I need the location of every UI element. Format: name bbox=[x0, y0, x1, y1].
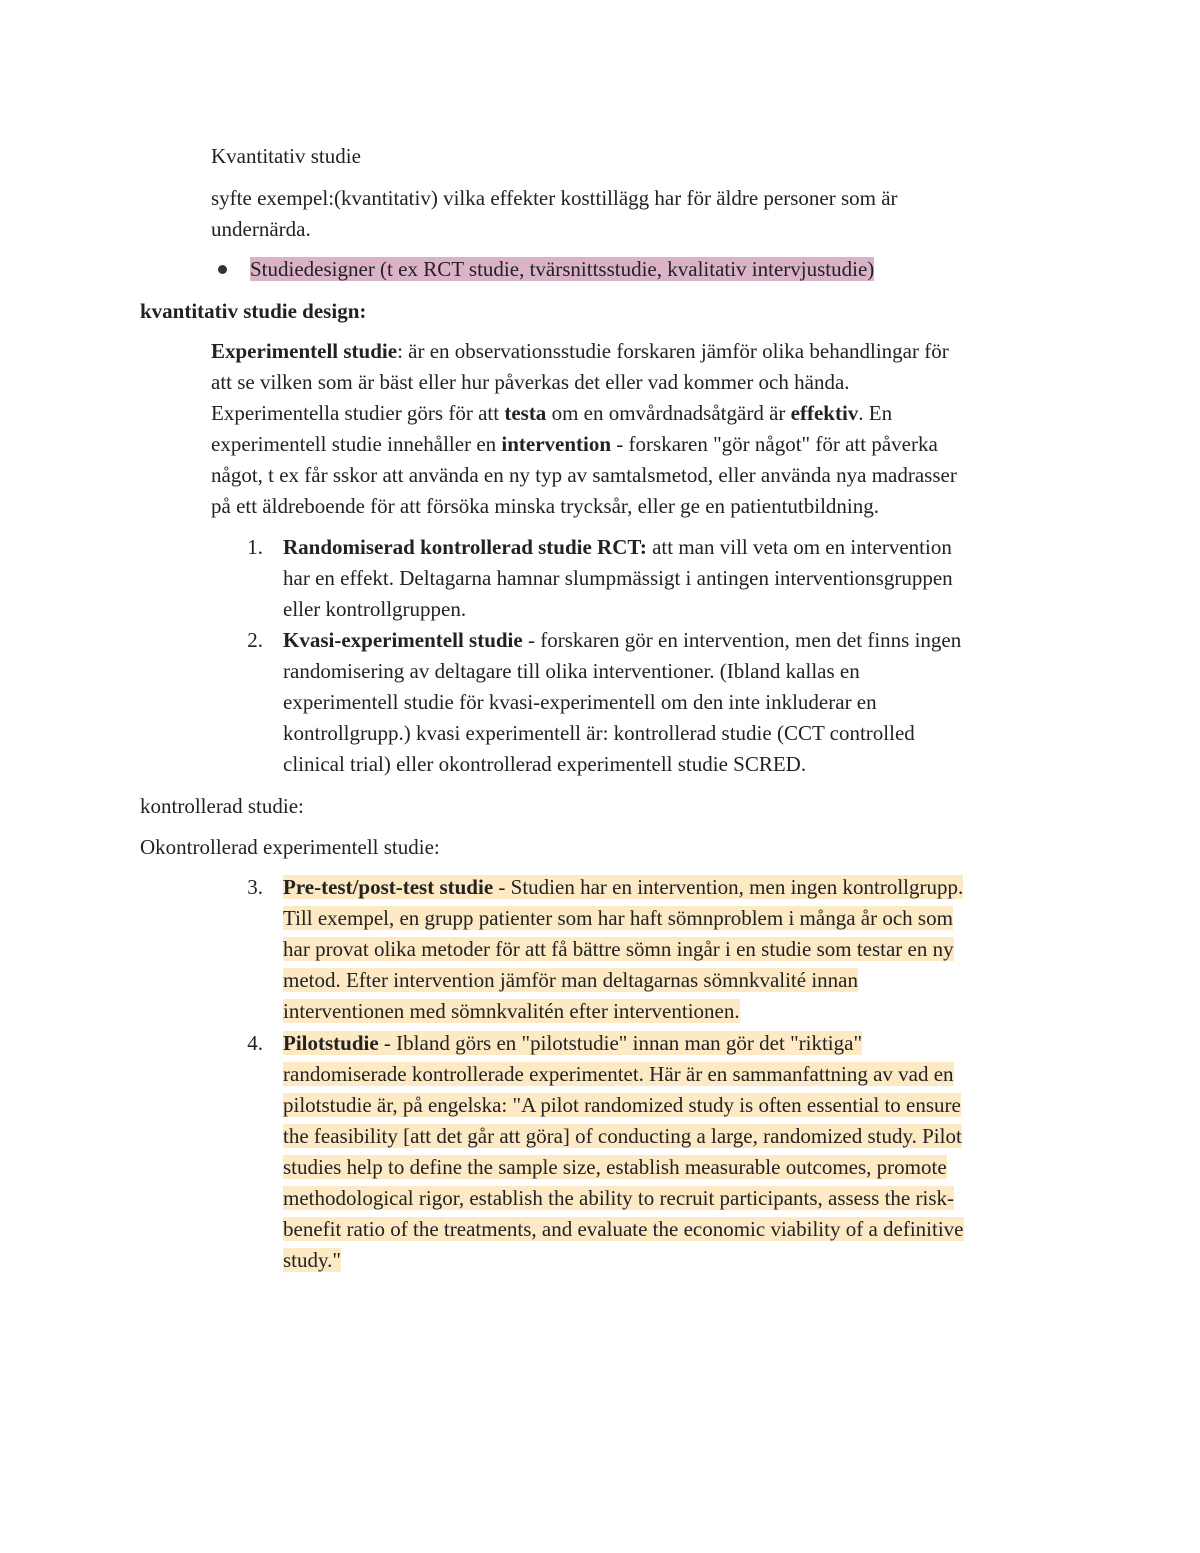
list-item-3-line-1 bbox=[283, 872, 963, 903]
bullet-item bbox=[250, 254, 874, 285]
experimentell-line-5: något, t ex får sskor att använda en ny typ av samtalsmetod, eller använda nya madrasser bbox=[211, 463, 957, 487]
emphasis-effektiv: effektiv bbox=[790, 401, 859, 425]
list-item-1-line-3: eller kontrollgruppen. bbox=[283, 597, 467, 621]
highlighted-text: study." bbox=[283, 1248, 341, 1272]
experimentell-line-2: att se vilken som är bäst eller hur påverkas det eller vad kommer och hända. bbox=[211, 370, 850, 394]
list-item-term: Randomiserad kontrollerad studie RCT: bbox=[283, 535, 647, 559]
highlighted-text bbox=[283, 875, 963, 899]
experimentell-text: - forskaren "gör något" för att påverka bbox=[611, 432, 938, 456]
list-item-4-line-7 bbox=[283, 1214, 964, 1245]
highlighted-text: pilotstudie är, på engelska: "A pilot randomized study is often essential to ensure bbox=[283, 1093, 961, 1117]
list-number: 3. bbox=[247, 875, 263, 899]
list-item-1-line-1 bbox=[283, 532, 952, 563]
bullet-item-text: Studiedesigner (t ex RCT studie, tvärsnittsstudie, kvalitativ intervjustudie) bbox=[250, 257, 875, 281]
highlighted-text: Till exempel, en grupp patienter som har haft sömnproblem i många år och som bbox=[283, 906, 953, 930]
experimentell-term: Experimentell studie bbox=[211, 339, 398, 363]
experimentell-line-1 bbox=[211, 336, 949, 367]
bullet-icon bbox=[218, 265, 227, 274]
list-item-term: Kvasi-experimentell studie bbox=[283, 628, 523, 652]
experimentell-text: Experimentella studier görs för att bbox=[211, 401, 505, 425]
uncontrolled-study-label: Okontrollerad experimentell studie: bbox=[140, 835, 440, 859]
highlighted-text: metod. Efter intervention jämför man deltagarnas sömnkvalité innan bbox=[283, 968, 858, 992]
list-number: 2. bbox=[247, 628, 263, 652]
highlighted-text: randomiserade kontrollerade experimentet. Här är en sammanfattning av vad en bbox=[283, 1062, 954, 1086]
list-item-2-line-3: experimentell studie för kvasi-experimentell om den inte inkluderar en bbox=[283, 690, 877, 714]
emphasis-intervention: intervention bbox=[501, 432, 612, 456]
highlighted-text bbox=[283, 1031, 862, 1055]
experimentell-text: . En bbox=[858, 401, 893, 425]
highlighted-text: interventionen med sömnkvalitén efter interventionen. bbox=[283, 999, 740, 1023]
list-item-3-line-4 bbox=[283, 965, 858, 996]
experimentell-line-3 bbox=[211, 398, 892, 429]
list-item-2-line-5: clinical trial) eller okontrollerad experimentell studie SCRED. bbox=[283, 752, 807, 776]
list-item-4-line-3 bbox=[283, 1090, 961, 1121]
purpose-line-1: syfte exempel:(kvantitativ) vilka effekter kosttillägg har för äldre personer som är bbox=[211, 186, 898, 210]
highlighted-text: methodological rigor, establish the ability to recruit participants, assess the risk- bbox=[283, 1186, 954, 1210]
experimentell-text: experimentell studie innehåller en bbox=[211, 432, 502, 456]
highlighted-text: studies help to define the sample size, establish measurable outcomes, promote bbox=[283, 1155, 947, 1179]
experimentell-line-6: på ett äldreboende för att försöka minska trycksår, eller ge en patientutbildning. bbox=[211, 494, 880, 518]
list-item-4-line-2 bbox=[283, 1059, 954, 1090]
list-item-4-line-4 bbox=[283, 1121, 962, 1152]
list-item-term: Pilotstudie bbox=[283, 1031, 379, 1055]
document-title: Kvantitativ studie bbox=[211, 144, 361, 168]
list-item-3-line-3 bbox=[283, 934, 954, 965]
list-item-3-line-2 bbox=[283, 903, 953, 934]
experimentell-text: : är en observationsstudie forskaren jämför olika behandlingar för bbox=[397, 339, 949, 363]
list-item-3-line-5 bbox=[283, 996, 740, 1027]
list-item-text: - forskaren gör en intervention, men det finns ingen bbox=[522, 628, 962, 652]
experimentell-line-4 bbox=[211, 429, 938, 460]
experimentell-text: om en omvårdnadsåtgärd är bbox=[546, 401, 791, 425]
highlighted-text: benefit ratio of the treatments, and evaluate the economic viability of a definitive bbox=[283, 1217, 964, 1241]
list-item-2-line-2: randomisering av deltagare till olika interventioner. (Ibland kallas en bbox=[283, 659, 860, 683]
controlled-study-label: kontrollerad studie: bbox=[140, 794, 304, 818]
list-item-4-line-6 bbox=[283, 1183, 954, 1214]
list-item-text: - Ibland görs en "pilotstudie" innan man gör det "riktiga" bbox=[378, 1031, 863, 1055]
list-item-2-line-4: kontrollgrupp.) kvasi experimentell är: kontrollerad studie (CCT controlled bbox=[283, 721, 915, 745]
list-item-4-line-1 bbox=[283, 1028, 862, 1059]
section-heading: kvantitativ studie design: bbox=[140, 299, 367, 323]
emphasis-testa: testa bbox=[504, 401, 547, 425]
list-item-text: - Studien har en intervention, men ingen kontrollgrupp. bbox=[493, 875, 964, 899]
list-number: 1. bbox=[247, 535, 263, 559]
highlighted-text: har provat olika metoder för att få bättre sömn ingår i en studie som testar en ny bbox=[283, 937, 954, 961]
list-item-2-line-1 bbox=[283, 625, 961, 656]
list-item-text: att man vill veta om en intervention bbox=[646, 535, 952, 559]
list-item-1-line-2: har en effekt. Deltagarna hamnar slumpmässigt i antingen interventionsgruppen bbox=[283, 566, 953, 590]
highlighted-text: the feasibility [att det går att göra] of conducting a large, randomized study. Pilot bbox=[283, 1124, 962, 1148]
list-item-4-line-8 bbox=[283, 1245, 341, 1276]
list-item-term: Pre-test/post-test studie bbox=[283, 875, 494, 899]
purpose-line-2: undernärda. bbox=[211, 217, 311, 241]
list-number: 4. bbox=[247, 1031, 263, 1055]
list-item-4-line-5 bbox=[283, 1152, 947, 1183]
